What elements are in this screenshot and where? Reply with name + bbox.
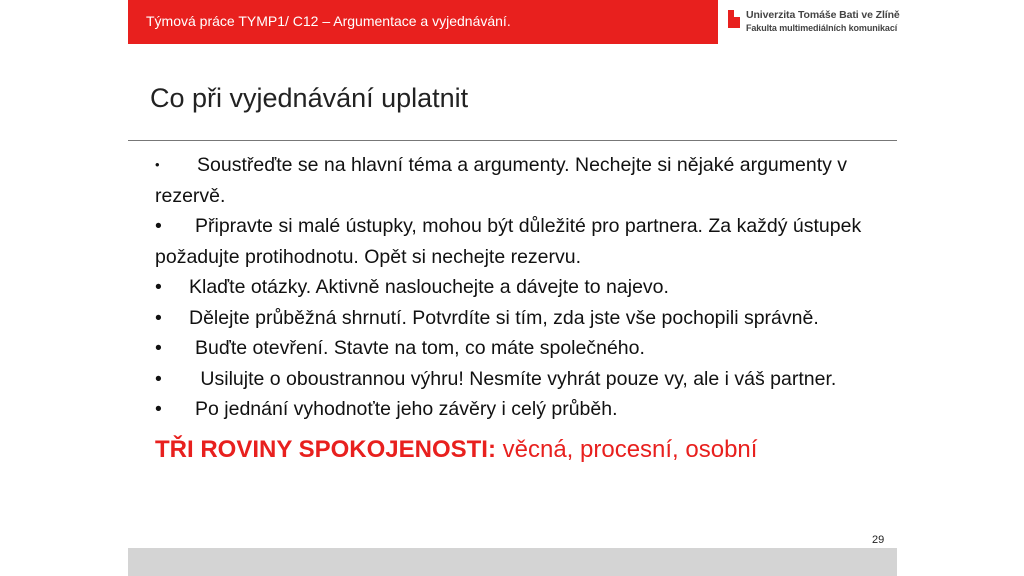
bullet-text: Připravte si malé ústupky, mohou být důležité pro partnera. Za každý ústupek požadujte protihodnotu. Opět si nechejte rezervu. (155, 215, 862, 268)
page-number: 29 (872, 534, 885, 546)
bullet-item (155, 150, 875, 211)
bullet-text: Usilujte o oboustrannou výhru! Nesmíte vyhrát pouze vy, ale i váš partner. (195, 367, 837, 390)
utb-logo-icon (728, 10, 740, 28)
bullet-item (155, 394, 875, 425)
summary-label: TŘI ROVINY SPOKOJENOSTI: (155, 435, 496, 463)
bullet-icon: • (155, 215, 162, 237)
university-logo (728, 6, 898, 38)
slide-content (155, 150, 875, 465)
footer-bar (128, 548, 897, 576)
bullet-icon: • (155, 157, 160, 172)
bullet-item (155, 272, 875, 303)
bullet-item (155, 303, 875, 334)
header-band (128, 0, 718, 44)
bullet-icon: • (155, 337, 162, 359)
bullet-text: Klaďte otázky. Aktivně naslouchejte a dávejte to najevo. (189, 276, 669, 298)
bullet-text: Dělejte průběžná shrnutí. Potvrdíte si tím, zda jste vše pochopili správně. (189, 306, 819, 329)
bullet-item (155, 364, 875, 395)
page-title: Co při vyjednávání uplatnit (150, 83, 469, 113)
bullet-icon: • (155, 276, 162, 298)
bullet-item (155, 211, 875, 272)
bullet-text: Po jednání vyhodnoťte jeho závěry i celý průběh. (195, 398, 618, 420)
summary-text: věcná, procesní, osobní (495, 435, 758, 463)
bullet-text: Soustřeďte se na hlavní téma a argumenty. Nechejte si nějaké argumenty v rezervě. (155, 154, 848, 207)
bullet-icon: • (155, 398, 162, 420)
logo-faculty-name: Fakulta multimediálních komunikací (746, 23, 898, 33)
bullet-text: Buďte otevření. Stavte na tom, co máte společného. (195, 337, 645, 359)
bullet-icon: • (155, 306, 162, 329)
header-title: Týmová práce TYMP1/ C12 – Argumentace a vyjednávání. (146, 13, 511, 29)
bullet-item (155, 333, 875, 364)
logo-university-name: Univerzita Tomáše Bati ve Zlíně (746, 9, 900, 21)
title-divider (128, 140, 897, 141)
summary-line (155, 435, 875, 465)
bullet-icon: • (155, 367, 162, 390)
